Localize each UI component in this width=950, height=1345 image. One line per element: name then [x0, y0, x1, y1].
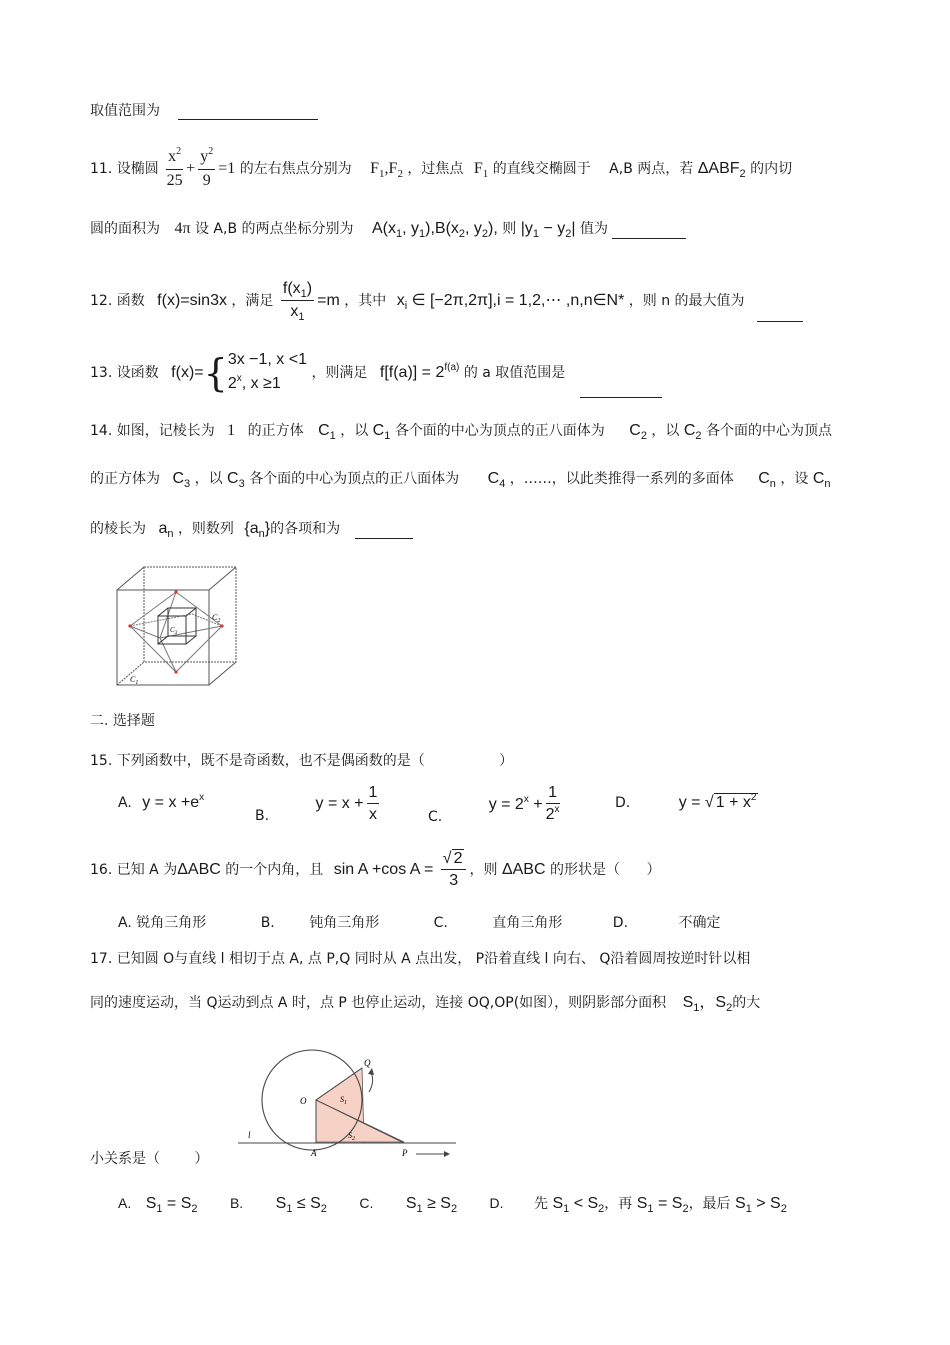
circle-tangent-figure [238, 1046, 460, 1162]
answer-blank [178, 105, 318, 120]
cn-label: $C_n$ [812, 470, 831, 490]
question-11-line1: 11. 设椭圆 $\frac{x^2}{25}$ + $\frac{y^2}{9}$ =1 的左右焦点分别为 $F_1,F_2$ ，过焦点 $F_1$ 的直线交椭圆于 A,B 两点，若 $\Delta ABF_2$ 的内切 [90, 146, 793, 189]
question-11-line2 [90, 220, 686, 239]
q16-options [118, 914, 720, 932]
q11-text: 圆的面积为 [90, 221, 160, 237]
fraction-y2-9: $\frac{y^2}{9}$ [200, 146, 214, 189]
q16-text: 为 [163, 862, 178, 878]
q17-option-d-text: ，最后 [688, 1195, 731, 1211]
points-ab: A,B [609, 161, 633, 177]
q17-option-a: $S_1 = S_2$ [145, 1195, 198, 1215]
q17-option-d-rel3: $S_1 > S_2$ [735, 1195, 787, 1215]
equals-one: =1 [218, 160, 236, 177]
q14-text: ，以 [340, 423, 369, 439]
q17-option-d-letter: D. [489, 1195, 504, 1211]
an-label: $a_n$ [158, 520, 174, 540]
triangle-abf2: $\Delta ABF_2$ [697, 160, 746, 180]
circle-area: 4π [174, 220, 191, 237]
abs-difference: $|y_1 - y_2|$ [520, 220, 576, 240]
q14-text: 的正方体 [247, 423, 304, 439]
c1-label: $C_1$ [318, 422, 336, 442]
q17-text: 同的速度运动，当 Q运动到点 A 时，点 P 也停止运动，连接 OQ,OP(如图），则阴影部分面积 [90, 995, 667, 1011]
equals-m: =m [317, 292, 340, 309]
q14-text: ，则数列 [177, 521, 234, 537]
fraction-x2-25: $\frac{x^2}{25}$ [166, 146, 183, 189]
sequence-an: $\{a_n\}$ [244, 520, 271, 540]
q11-text: 设椭圆 [116, 161, 159, 177]
label-c2: $C_2$ [212, 613, 221, 624]
question-14-line2 [90, 470, 831, 489]
question-17-line2 [90, 994, 760, 1013]
label-l: l [248, 1130, 251, 1140]
q16-text: 已知 [116, 862, 145, 878]
q13-text: ，则满足 [311, 365, 368, 381]
q14-number: 14. [90, 423, 113, 439]
q12-text: ，则 n 的最大值为 [628, 293, 745, 309]
question-17-line1: 17. 已知圆 O与直线 l 相切于点 A, 点 P,Q 同时从 A 点出发， P沿着直线 l 向右、 Q沿着圆周按逆时针以相 [90, 951, 751, 967]
triangle-abc: ΔABC [177, 861, 221, 878]
q14-text: 的正方体为 [90, 471, 160, 487]
q14-text: 的棱长为 [90, 521, 146, 537]
coordinates-ab: $A(x_1$, $y_1),B(x_2$, $y_2$), [371, 220, 498, 240]
c4-label: $C_4$ [487, 470, 506, 490]
q10-text: 取值范围为 [90, 103, 160, 119]
q17-option-b: $S_1 \le S_2$ [275, 1195, 327, 1215]
q16-option-c-letter: C. [433, 915, 448, 931]
q11-text: ，过焦点 [407, 161, 464, 177]
q17-option-d-rel1: $S_1 < S_2$ [552, 1195, 605, 1215]
q17-option-b-letter: B. [229, 1195, 244, 1211]
answer-blank [580, 383, 662, 398]
q11-text: 设 A,B 的两点坐标分别为 [194, 221, 354, 237]
xi-range: $x_i$ ∈ [−2π,2π],i = 1,2,⋯ ,n,n∈N* [396, 292, 625, 312]
q17-option-a-letter: A. [118, 1195, 132, 1211]
q15-option-d: D. y = √ $1 + x^2$ [615, 792, 757, 811]
cn-label: $C_n$ [758, 470, 776, 490]
q12-text: ，其中 [344, 293, 387, 309]
question-12 [90, 280, 803, 322]
fraction-sqrt2-3: $\frac{√ 2}{3}$ [441, 850, 467, 890]
q16-close: ） [646, 862, 661, 878]
q16-text: 的形状是（ [549, 862, 620, 878]
s1-s2: $S_1$，$S_2$ [682, 994, 733, 1014]
c2-label: $C_2$ [629, 422, 647, 442]
answer-blank [355, 524, 413, 539]
q11-text: 的内切 [750, 161, 793, 177]
q11-number: 11. [90, 161, 113, 177]
q17-option-d-text: 先 [534, 1195, 548, 1211]
q16-text: ，则 [469, 862, 498, 878]
q17-text: 小关系是（ [90, 1151, 160, 1167]
focus-f1: $F_1$ [473, 160, 489, 180]
question-13 [90, 348, 662, 398]
label-p: P [402, 1148, 408, 1158]
q14-text: 如图，记棱长为 [116, 423, 215, 439]
c2-label: $C_2$ [683, 422, 702, 442]
composite-equation: $f[f(a)] = 2^{f(a)}$ [379, 362, 460, 381]
q12-number: 12. [90, 293, 113, 309]
fraction-fx1-x1: $\frac{f(x_1)}{x_1}$ [282, 280, 313, 323]
equation-lhs: sin A +cos A = [333, 861, 434, 878]
section-heading: 二. 选择题 [90, 713, 155, 729]
q14-text: ，……，以此类推得一系列的多面体 [509, 471, 734, 487]
c1-label: $C_1$ [372, 422, 391, 442]
q17-options [118, 1194, 787, 1214]
function-sin3x: f(x)=sin3x [157, 292, 227, 309]
q15-option-c: C. $y = 2^x$ + $\frac{1}{2^x}$ [428, 784, 560, 826]
q14-text: ，以 [651, 423, 680, 439]
q14-text: 各个面的中心为顶点 [706, 423, 832, 439]
q11-text: 则 [502, 221, 517, 237]
q11-text: 的直线交椭圆于 [492, 161, 591, 177]
answer-blank [757, 307, 803, 322]
piecewise-cases: 3x −1, x <1 2$^x$, x ≥1 [227, 351, 307, 392]
q14-text: ，以 [194, 471, 223, 487]
q16-option-d: 不确定 [678, 915, 721, 931]
rotation-arrow-icon [369, 1072, 373, 1092]
q13-text: 的 a 取值范围是 [463, 365, 566, 381]
q17-close: ） [194, 1151, 209, 1167]
edge-length: 1 [227, 422, 236, 439]
q12-text: ，满足 [231, 293, 274, 309]
c3-label: $C_3$ [172, 470, 191, 490]
q16-option-b: 钝角三角形 [309, 915, 380, 931]
q12-text: 函数 [116, 293, 145, 309]
label-a: A [311, 1148, 317, 1158]
q16-text: 的一个内角，且 [225, 862, 324, 878]
question-14-line1 [90, 422, 832, 441]
foci-f1-f2: $F_1,F_2$ [370, 160, 403, 180]
label-o: O [300, 1096, 307, 1106]
q11-text: 值为 [579, 221, 608, 237]
q14-text: 各个面的中心为顶点的正八面体为 [249, 471, 460, 487]
question-17-line3 [90, 1150, 208, 1168]
q16-option-a: A. 锐角三角形 [118, 915, 207, 931]
q14-text: 各个面的中心为顶点的正八面体为 [394, 423, 605, 439]
label-s2: $S_2$ [348, 1131, 355, 1142]
q11-text: 两点，若 [637, 161, 694, 177]
answer-blank [612, 224, 686, 239]
q16-option-c: 直角三角形 [492, 915, 563, 931]
question-14-line3 [90, 520, 413, 539]
q15-text: 15. 下列函数中，既不是奇函数，也不是偶函数的是（ [90, 753, 425, 769]
question-15 [90, 752, 513, 770]
q14-text: 的各项和为 [270, 521, 341, 537]
q16-number: 16. [90, 862, 113, 878]
q17-text: 的大 [732, 995, 761, 1011]
q16-option-d-letter: D. [612, 915, 629, 931]
c3-label: $C_3$ [227, 470, 245, 490]
q13-text: 设函数 [116, 365, 159, 381]
label-c1: $C_1$ [130, 675, 139, 686]
q11-text: 的左右焦点分别为 [239, 161, 352, 177]
q17-option-c: $S_1 \ge S_2$ [405, 1195, 458, 1215]
q14-text: ，设 [780, 471, 809, 487]
nested-polyhedra-figure [112, 562, 242, 692]
piecewise-f: f(x)= [171, 364, 204, 381]
triangle-abc: ΔABC [501, 861, 546, 878]
q15-option-b: B. y = x + $\frac{1}{x}$ [255, 784, 378, 825]
q17-option-c-letter: C. [359, 1195, 374, 1211]
angle-a: A [149, 862, 159, 878]
q15-close: ） [499, 753, 514, 769]
q17-option-d-text: ，再 [604, 1195, 633, 1211]
left-brace: { [203, 351, 228, 395]
question-16 [90, 850, 660, 890]
label-q: Q [364, 1058, 371, 1068]
q16-option-b-letter: B. [260, 915, 275, 931]
label-c3: $C_3$ [170, 626, 178, 636]
q15-option-a: A. $y = x +e^x$ [118, 792, 205, 811]
q13-number: 13. [90, 365, 113, 381]
q10-tail [90, 102, 318, 120]
label-s1: $S_1$ [340, 1095, 347, 1106]
q17-option-d-rel2: $S_1 = S_2$ [636, 1195, 689, 1215]
